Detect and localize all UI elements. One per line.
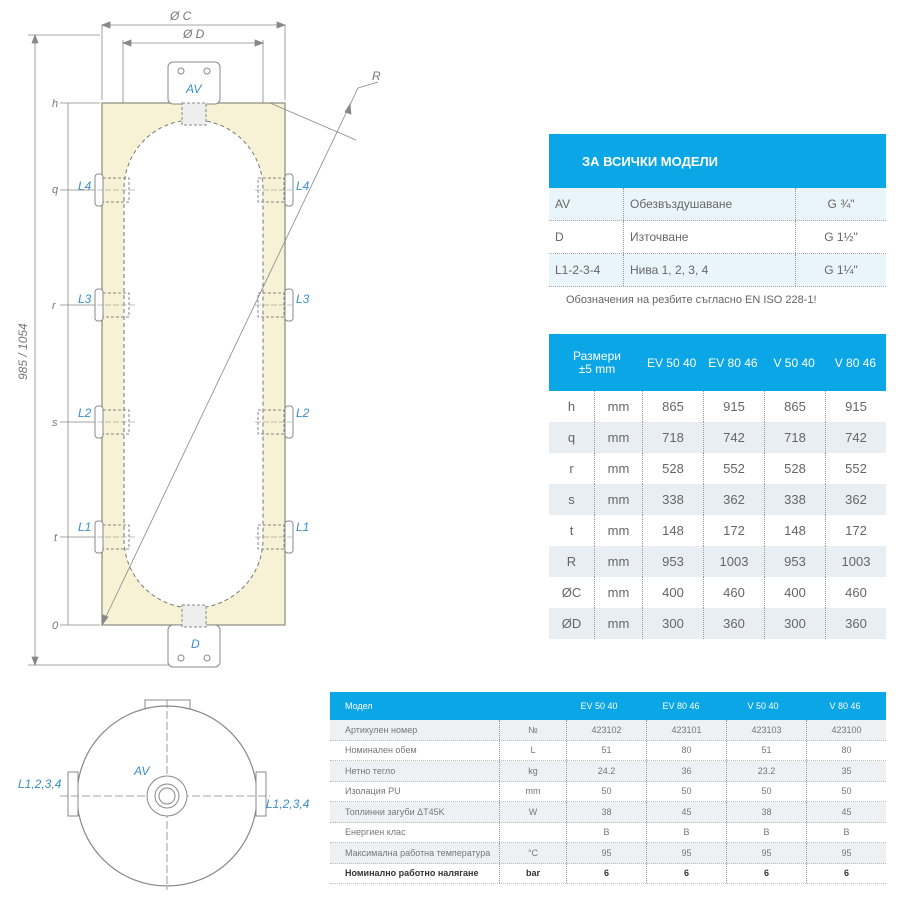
table-row <box>549 221 886 254</box>
connection-code: L1-2-3-4 <box>549 254 624 286</box>
spec-value: 6 <box>567 864 647 884</box>
dimension-value: 400 <box>643 577 704 608</box>
spec-value: 423102 <box>567 720 647 740</box>
dimension-value: 552 <box>704 453 765 484</box>
dimension-value: 528 <box>643 453 704 484</box>
spec-value: B <box>647 823 727 843</box>
table-row <box>549 484 886 515</box>
dimension-value: 865 <box>765 391 826 422</box>
connections-table <box>549 134 886 287</box>
dimension-value: 300 <box>643 608 704 639</box>
dimension-value: 718 <box>765 422 826 453</box>
level-0: 0 <box>52 620 59 632</box>
spec-value: 95 <box>567 843 647 863</box>
spec-value: 80 <box>647 741 727 761</box>
right-port-l2: L2 <box>296 406 310 420</box>
spec-value: 95 <box>841 847 852 858</box>
spec-value: 423101 <box>647 720 727 740</box>
connection-name: Нива 1, 2, 3, 4 <box>624 254 796 286</box>
dimension-key: ØD <box>549 608 595 639</box>
spec-value: 36 <box>647 761 727 781</box>
spec-unit <box>500 823 567 843</box>
thread-note: Обозначения на резбите съгласно EN ISO 228-1! <box>566 294 817 306</box>
dimension-key: h <box>549 391 595 422</box>
spec-value: 45 <box>647 802 727 822</box>
spec-value: 50 <box>841 786 852 797</box>
table-row <box>330 720 886 741</box>
connection-code: D <box>549 221 624 253</box>
spec-name: Изолация PU <box>330 782 500 802</box>
dim-r-label: R <box>372 69 381 83</box>
top-view <box>60 700 270 890</box>
spec-value: 6 <box>727 864 807 884</box>
table-row <box>549 546 886 577</box>
specs-header-label: Модел <box>345 701 373 711</box>
connection-thread: G 1½" <box>824 230 858 244</box>
dimension-value: 953 <box>765 546 826 577</box>
spec-value: 6 <box>647 864 727 884</box>
specs-header <box>330 692 886 720</box>
spec-value: 50 <box>647 782 727 802</box>
spec-value: 50 <box>567 782 647 802</box>
model-header: V 50 40 <box>747 701 779 711</box>
dimension-value: 915 <box>704 391 765 422</box>
dimensions-caption <box>549 350 641 376</box>
connection-name: Обезвъздушаване <box>624 188 796 220</box>
left-port-l2: L2 <box>78 406 92 420</box>
dimension-value: 172 <box>845 523 867 538</box>
level-r: r <box>52 300 56 312</box>
specs-table <box>330 692 886 884</box>
table-row <box>549 577 886 608</box>
dimension-value: 528 <box>765 453 826 484</box>
spec-unit: W <box>500 802 567 822</box>
spec-unit: bar <box>500 864 567 884</box>
spec-value: 95 <box>647 843 727 863</box>
dimension-key: R <box>549 546 595 577</box>
table-row <box>549 608 886 639</box>
table-row <box>330 843 886 864</box>
dimension-value: 1003 <box>704 546 765 577</box>
spec-unit: mm <box>500 782 567 802</box>
top-view-left-ports: L1,2,3,4 <box>18 777 62 791</box>
caption-line-1: Размери <box>573 348 621 363</box>
dimension-key: s <box>549 484 595 515</box>
dimension-value: 172 <box>704 515 765 546</box>
spec-value: B <box>727 823 807 843</box>
spec-value: 23.2 <box>727 761 807 781</box>
dimension-value: 742 <box>845 430 867 445</box>
dimension-value: 360 <box>845 616 867 631</box>
table-row <box>549 453 886 484</box>
port-d-label: D <box>191 637 200 651</box>
spec-value: B <box>843 827 850 838</box>
dimension-value: 300 <box>765 608 826 639</box>
dimension-unit: mm <box>595 484 643 515</box>
right-port-l1: L1 <box>296 520 310 534</box>
model-header: EV 80 46 <box>708 355 758 370</box>
dimension-unit: mm <box>595 391 643 422</box>
dimension-value: 148 <box>643 515 704 546</box>
dimension-key: ØC <box>549 577 595 608</box>
spec-value: 24.2 <box>567 761 647 781</box>
dimension-unit: mm <box>595 515 643 546</box>
connection-code: AV <box>549 188 624 220</box>
top-view-right-ports: L1,2,3,4 <box>266 797 310 811</box>
table-row <box>549 515 886 546</box>
dim-height-label: 985 / 1054 <box>16 323 30 380</box>
dimension-value: 742 <box>704 422 765 453</box>
table-row <box>549 391 886 422</box>
dimension-value: 360 <box>704 608 765 639</box>
spec-name: Номинално работно налягане <box>330 864 500 884</box>
caption-line-2: ±5 mm <box>578 361 616 376</box>
spec-value: 45 <box>841 806 852 817</box>
dimension-value: 552 <box>845 461 867 476</box>
dimension-value: 400 <box>765 577 826 608</box>
spec-name: Нетно тегло <box>330 761 500 781</box>
model-header: EV 50 40 <box>646 355 697 370</box>
dimension-value: 362 <box>704 484 765 515</box>
dimension-value: 953 <box>643 546 704 577</box>
dimension-unit: mm <box>595 577 643 608</box>
dimension-value: 148 <box>765 515 826 546</box>
dimension-key: t <box>549 515 595 546</box>
connection-thread: G 1¼" <box>824 263 858 277</box>
dimension-value: 460 <box>845 585 867 600</box>
left-port-l3: L3 <box>78 292 92 306</box>
spec-unit: L <box>500 741 567 761</box>
dimensions-table <box>549 334 886 639</box>
spec-value: 35 <box>841 765 852 776</box>
spec-name: Енергиен клас <box>330 823 500 843</box>
connections-title: ЗА ВСИЧКИ МОДЕЛИ <box>549 134 886 188</box>
table-row <box>330 741 886 762</box>
dimension-key: r <box>549 453 595 484</box>
dimension-value: 362 <box>845 492 867 507</box>
spec-value: 38 <box>727 802 807 822</box>
table-row <box>330 864 886 885</box>
port-av-label: AV <box>186 82 202 96</box>
dimension-unit: mm <box>595 546 643 577</box>
table-row <box>330 782 886 803</box>
dimension-value: 915 <box>845 399 867 414</box>
model-header: V 50 40 <box>773 355 815 370</box>
left-port-l1: L1 <box>78 520 92 534</box>
model-header: EV 50 40 <box>580 701 618 711</box>
level-t: t <box>54 532 58 544</box>
spec-value: 95 <box>727 843 807 863</box>
dimension-value: 1003 <box>841 554 871 569</box>
level-q: q <box>52 184 59 196</box>
table-row <box>330 802 886 823</box>
dimension-key: q <box>549 422 595 453</box>
spec-unit: °C <box>500 843 567 863</box>
right-port-l3: L3 <box>296 292 310 306</box>
table-row <box>549 422 886 453</box>
table-row <box>549 254 886 287</box>
dimension-value: 865 <box>643 391 704 422</box>
dimension-unit: mm <box>595 608 643 639</box>
spec-name: Максимална работна температура <box>330 843 500 863</box>
level-h: h <box>52 98 59 110</box>
spec-unit: kg <box>500 761 567 781</box>
spec-unit: № <box>500 720 567 740</box>
model-header: V 80 46 <box>829 701 861 711</box>
dimension-value: 718 <box>643 422 704 453</box>
dimension-value: 338 <box>765 484 826 515</box>
spec-value: 51 <box>567 741 647 761</box>
dim-d-label: Ø D <box>183 27 205 41</box>
dimension-unit: mm <box>595 422 643 453</box>
spec-value: 50 <box>727 782 807 802</box>
model-header: V 80 46 <box>834 355 877 370</box>
top-view-av: AV <box>134 764 150 778</box>
spec-name: Артикулен номер <box>330 720 500 740</box>
table-row <box>549 188 886 221</box>
right-port-l4: L4 <box>296 179 310 193</box>
table-row <box>330 823 886 844</box>
spec-name: Топлинни загуби ΔT45K <box>330 802 500 822</box>
dimensions-header <box>549 334 886 391</box>
table-row <box>330 761 886 782</box>
spec-value: 423100 <box>831 724 862 735</box>
spec-value: 38 <box>567 802 647 822</box>
dimension-value: 338 <box>643 484 704 515</box>
spec-value: 6 <box>843 868 849 879</box>
spec-value: B <box>567 823 647 843</box>
spec-value: 80 <box>841 745 852 756</box>
model-header: EV 80 46 <box>662 701 700 711</box>
level-s: s <box>52 417 58 429</box>
spec-value: 423103 <box>727 720 807 740</box>
dimension-unit: mm <box>595 453 643 484</box>
connection-thread: G ¾" <box>827 197 855 211</box>
dimension-value: 460 <box>704 577 765 608</box>
connection-name: Източване <box>624 221 796 253</box>
dim-c-label: Ø C <box>170 9 192 23</box>
spec-name: Номинален обем <box>330 741 500 761</box>
spec-value: 51 <box>727 741 807 761</box>
left-port-l4: L4 <box>78 179 92 193</box>
